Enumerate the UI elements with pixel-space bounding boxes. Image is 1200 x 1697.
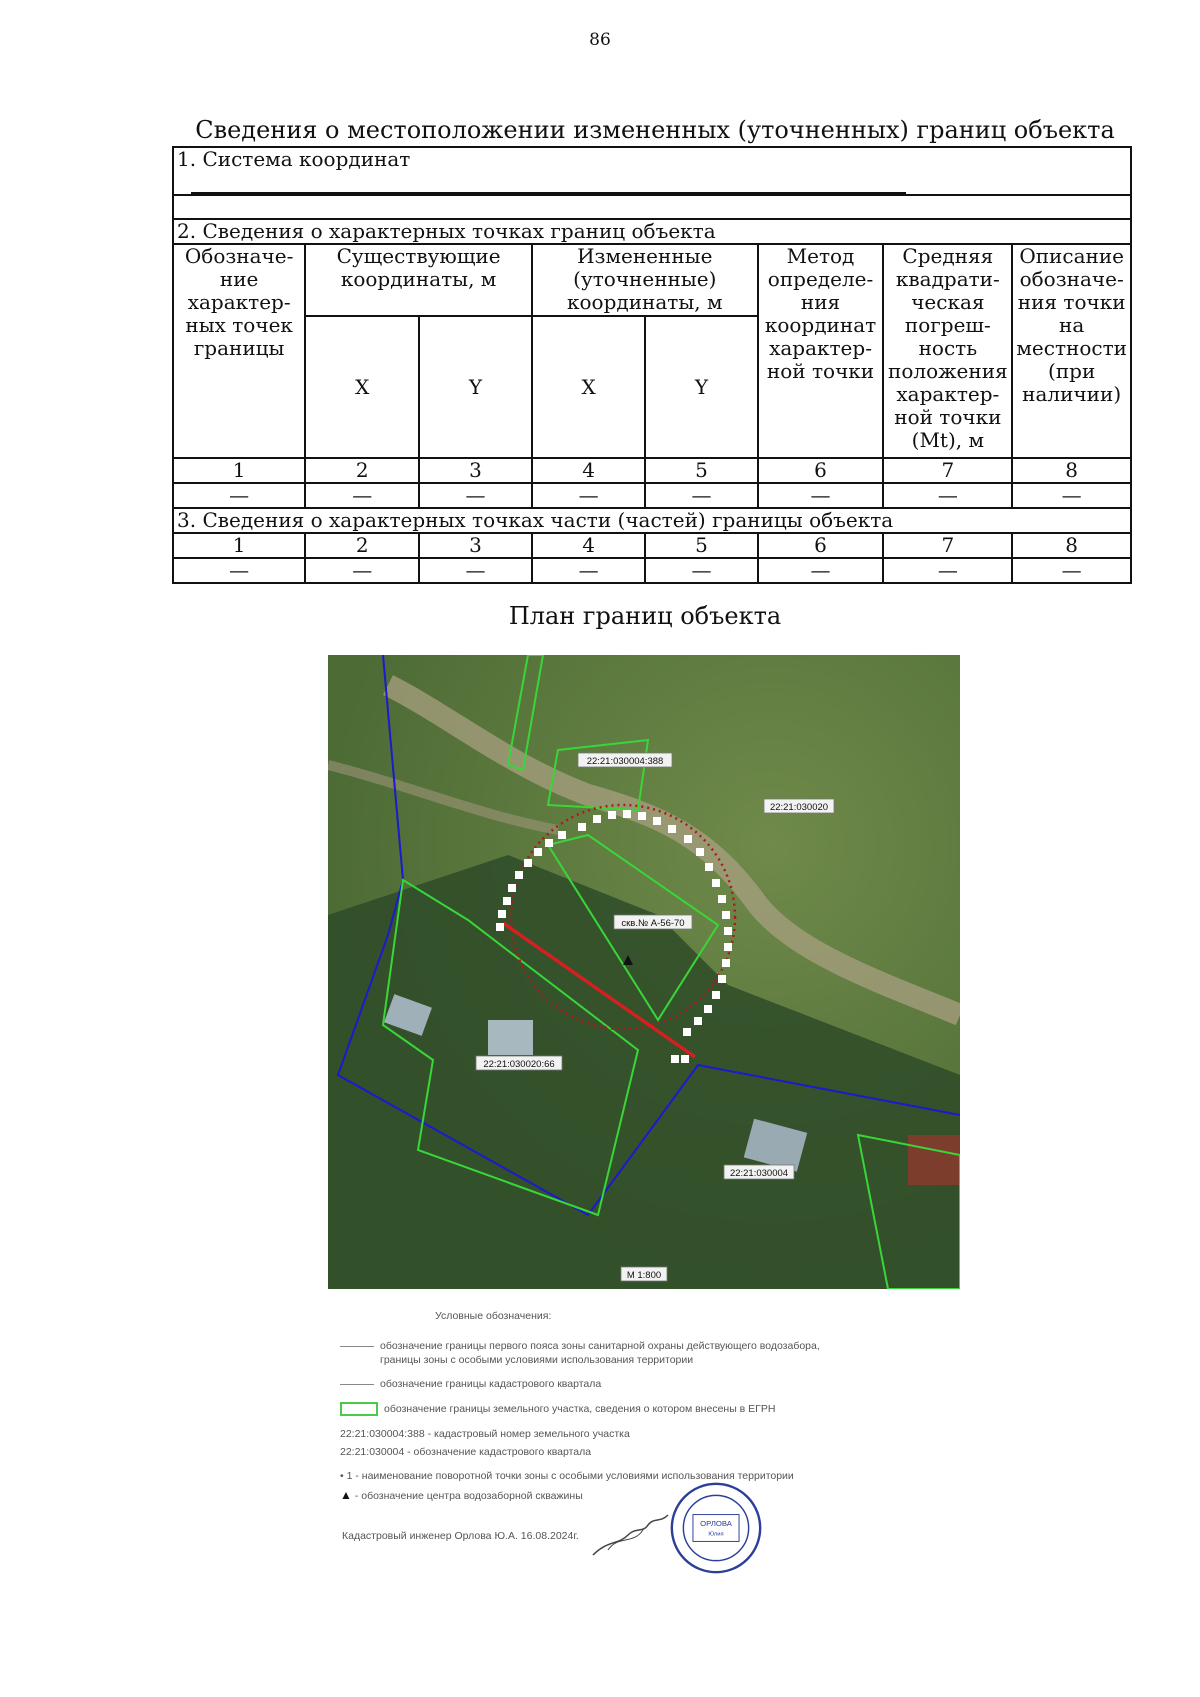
blank-row <box>173 195 1131 219</box>
coordinate-system-label: 1. Система координат <box>177 147 411 171</box>
point-label <box>558 831 566 839</box>
col-number: 3 <box>419 533 532 558</box>
point-label <box>534 848 542 856</box>
point-label <box>712 879 720 887</box>
svg-text:Юлия: Юлия <box>708 1531 724 1538</box>
label-quarter-004 <box>724 1165 794 1179</box>
header-x-existing: X <box>305 316 419 458</box>
legend-parcel-number: 22:21:030004:388 - кадастровый номер земельного участка <box>340 1428 630 1440</box>
boundary-map <box>328 655 960 1289</box>
signature-mark <box>588 1505 678 1565</box>
label-quarter-020 <box>764 799 834 813</box>
legend <box>330 1300 870 1580</box>
col-number: 4 <box>532 458 645 483</box>
col-number: 1 <box>173 458 305 483</box>
col-number: 4 <box>532 533 645 558</box>
label-text: скв.№ А-56-70 <box>621 918 685 929</box>
col-number: 7 <box>883 533 1012 558</box>
point-label <box>704 1005 712 1013</box>
map-svg <box>328 655 960 1289</box>
scale-label <box>621 1267 667 1281</box>
col-number: 5 <box>645 533 757 558</box>
header-description: Описание обозначе-ния точки на местности (при наличии) <box>1012 244 1131 458</box>
legend-quarter-number: 22:21:030004 - обозначение кадастрового квартала <box>340 1446 592 1458</box>
header-existing-coords: Существующие координаты, м <box>305 244 532 316</box>
point-label <box>681 1055 689 1063</box>
point-label <box>724 943 732 951</box>
point-label <box>722 911 730 919</box>
point-label <box>696 848 704 856</box>
coordinate-system-line <box>191 176 906 194</box>
dash-row-2 <box>173 558 1131 583</box>
building-roof <box>488 1020 533 1055</box>
point-label <box>722 959 730 967</box>
point-label <box>608 811 616 819</box>
column-number-row <box>173 458 1131 483</box>
point-label <box>503 897 511 905</box>
header-point-designation: Обозначе-ние характер-ных точек границы <box>173 244 305 458</box>
dash-cell: — <box>305 483 419 508</box>
header-error: Средняя квадрати-ческая погреш-ность положения характер-ной точки (Mt), м <box>883 244 1012 458</box>
legend-well-text: - обозначение центра водозаборной скважины <box>354 1490 583 1502</box>
section3-heading: 3. Сведения о характерных точках части (частей) границы объекта <box>173 508 1131 533</box>
dash-cell: — <box>173 483 305 508</box>
dash-row <box>173 483 1131 508</box>
dash-cell: — <box>419 558 532 583</box>
page-number: 86 <box>589 30 611 50</box>
point-label <box>498 910 506 918</box>
label-text: М 1:800 <box>626 1270 662 1281</box>
header-x-changed: X <box>532 316 645 458</box>
building-roof <box>908 1135 960 1185</box>
point-label <box>508 884 516 892</box>
legend-heading: Условные обозначения: <box>435 1310 552 1322</box>
col-number: 3 <box>419 458 532 483</box>
col-number: 5 <box>645 458 757 483</box>
point-label <box>718 975 726 983</box>
point-label <box>705 863 713 871</box>
dash-cell: — <box>173 558 305 583</box>
point-label <box>496 923 504 931</box>
dash-cell: — <box>532 558 645 583</box>
header-y-changed: Y <box>645 316 757 458</box>
legend-quarter-text: обозначение границы кадастрового квартала <box>380 1378 602 1390</box>
point-label <box>724 927 732 935</box>
point-label <box>668 825 676 833</box>
dash-cell: — <box>419 483 532 508</box>
dash-cell: — <box>758 558 884 583</box>
dash-cell: — <box>1012 558 1131 583</box>
coordinates-table <box>172 146 1132 584</box>
column-number-row-2 <box>173 533 1131 558</box>
legend-quarter-row <box>340 1378 601 1390</box>
dash-cell: — <box>645 558 757 583</box>
engineer-signature-line: Кадастровый инженер Орлова Ю.А. 16.08.2024г. <box>342 1530 579 1542</box>
legend-zone-row <box>340 1340 820 1352</box>
header-method: Метод определе-ния координат характер-ной точки <box>758 244 884 458</box>
svg-text:ОРЛОВА: ОРЛОВА <box>700 1519 732 1529</box>
label-text: 22:21:030020 <box>769 802 829 813</box>
point-label <box>712 991 720 999</box>
point-label <box>718 895 726 903</box>
point-label <box>524 859 532 867</box>
col-number: 8 <box>1012 533 1131 558</box>
col-number: 2 <box>305 533 419 558</box>
parcel-swatch <box>340 1402 378 1416</box>
document-title: Сведения о местоположении измененных (уточненных) границ объекта <box>195 116 1115 144</box>
point-label <box>515 871 523 879</box>
header-changed-coords: Измененные (уточненные) координаты, м <box>532 244 758 316</box>
quarter-swatch <box>340 1384 374 1385</box>
point-label <box>593 815 601 823</box>
legend-parcel-text: обозначение границы земельного участка, сведения о котором внесены в ЕГРН <box>384 1402 776 1415</box>
legend-well-row <box>340 1488 583 1502</box>
legend-point: • 1 - наименование поворотной точки зоны с особыми условиями использования территории <box>340 1470 794 1482</box>
well-center-icon: ▲ <box>340 1488 352 1502</box>
col-number: 2 <box>305 458 419 483</box>
dash-cell: — <box>645 483 757 508</box>
point-label <box>683 1028 691 1036</box>
dash-cell: — <box>532 483 645 508</box>
point-label <box>578 823 586 831</box>
zone-swatch <box>340 1346 374 1347</box>
label-parcel-388 <box>578 753 672 767</box>
col-number: 7 <box>883 458 1012 483</box>
dash-cell: — <box>883 558 1012 583</box>
col-number: 8 <box>1012 458 1131 483</box>
dash-cell: — <box>305 558 419 583</box>
dash-cell: — <box>1012 483 1131 508</box>
point-label <box>671 1055 679 1063</box>
label-text: 22:21:030020:66 <box>483 1059 555 1070</box>
point-label <box>623 810 631 818</box>
legend-zone-row-2: границы зоны с особыми условиями использования территории <box>380 1354 694 1366</box>
coordinate-system-row <box>173 147 1131 195</box>
col-number: 6 <box>758 458 884 483</box>
point-label <box>694 1017 702 1025</box>
label-parcel-66 <box>476 1056 562 1070</box>
col-number: 1 <box>173 533 305 558</box>
point-label <box>545 839 553 847</box>
legend-zone-text: обозначение границы первого пояса зоны санитарной охраны действующего водозабора, <box>380 1340 820 1352</box>
label-text: 22:21:030004 <box>729 1168 789 1179</box>
point-label <box>653 817 661 825</box>
header-y-existing: Y <box>419 316 532 458</box>
dash-cell: — <box>758 483 884 508</box>
col-number: 6 <box>758 533 884 558</box>
seal-stamp <box>668 1480 764 1576</box>
point-label <box>684 835 692 843</box>
plan-title: План границ объекта <box>508 602 782 630</box>
label-text: 22:21:030004:388 <box>586 756 664 767</box>
legend-parcel-row <box>340 1402 775 1416</box>
point-label <box>638 812 646 820</box>
dash-cell: — <box>883 483 1012 508</box>
label-well <box>614 915 692 929</box>
section2-heading: 2. Сведения о характерных точках границ объекта <box>173 219 1131 244</box>
